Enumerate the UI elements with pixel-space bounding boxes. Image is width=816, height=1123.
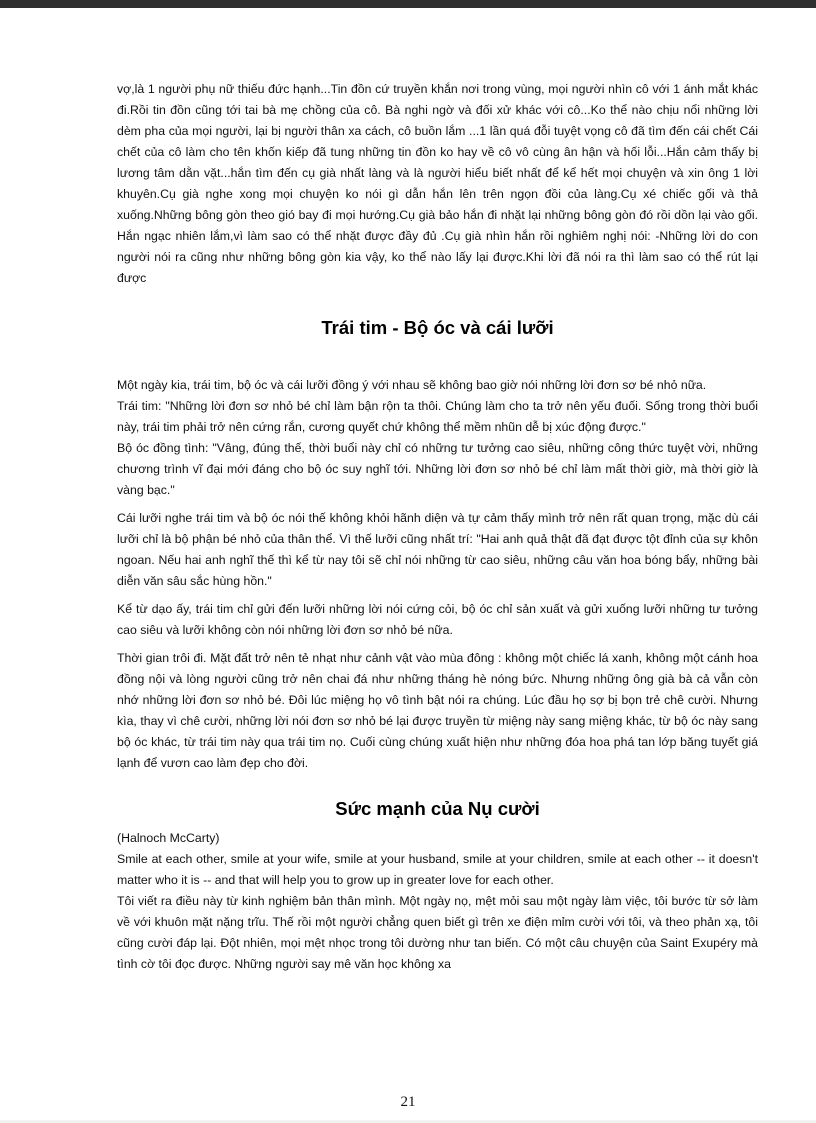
section2-quote: Smile at each other, smile at your wife, smile at your husband, smile at your children, smile at each other -- it doesn't matter who it is -- and that will help you to grow up in greater love for each other.: [117, 852, 758, 887]
section1-line-2: Trái tim: "Những lời đơn sơ nhỏ bé chỉ làm bận rộn ta thôi. Chúng làm cho ta trở nên yếu đuối. Sống trong thời buổi này, trái tim phải trở nên cứng rắn, cương quyết chứ không thể mềm nhũn dễ bị xúc động được.": [117, 399, 758, 434]
section1-paragraph-3: Thời gian trôi đi. Mặt đất trở nên tẻ nhạt như cảnh vật vào mùa đông : không một chiếc lá xanh, không một cánh hoa đồng nội và lòng người cũng trở nên chai đá như những tháng hè nóng bức. Nhưng những ông già bà cả vẫn còn nhớ những lời đơn sơ nhỏ bé. Đôi lúc miệng họ vô tình bật nói ra chúng. Lúc đầu họ sợ bị bọn trẻ chê cười. Nhưng kìa, thay vì chê cười, những lời nói đơn sơ nhỏ bé lại được truyền từ miệng này sang miệng khác, từ bộ óc này sang bộ óc khác, từ trái tim này qua trái tim nọ. Cuối cùng chúng xuất hiện như những đóa hoa phá tan lớp băng tuyết giá lạnh để vươn cao làm đẹp cho đời.: [117, 651, 758, 770]
section1-paragraph-2: Kể từ dạo ấy, trái tim chỉ gửi đến lưỡi những lời nói cứng cỏi, bộ óc chỉ sản xuất và gửi xuống lưỡi những tư tưởng cao siêu và lưỡi không còn nói những lời đơn sơ nhỏ bé nữa.: [117, 602, 758, 637]
page-top-border: [0, 0, 816, 8]
section1-line-1: Một ngày kia, trái tim, bộ óc và cái lưỡi đồng ý với nhau sẽ không bao giờ nói những lời đơn sơ bé nhỏ nữa.: [117, 378, 707, 392]
section-title-power-of-smile: Sức mạnh của Nụ cười: [335, 798, 540, 819]
section1-paragraph-1: Cái lưỡi nghe trái tim và bộ óc nói thế không khỏi hãnh diện và tự cảm thấy mình trở nên rất quan trọng, mặc dù cái lưỡi chỉ là bộ phận bé nhỏ của thân thể. Vì thế lưỡi cũng nhất trí: "Hai anh quả thật đã đạt được tột đỉnh của sự khôn ngoan. Nếu hai anh nghĩ thế thì kể từ nay tôi sẽ chỉ nói những từ cao siêu, những câu văn hoa bóng bẩy, những bài diễn văn sâu sắc hùng hồn.": [117, 511, 758, 588]
intro-paragraph: vợ,là 1 người phụ nữ thiếu đức hạnh...Tin đồn cứ truyền khắn nơi trong vùng, mọi người nhìn cô với 1 ánh mắt khác đi.Rồi tin đồn cũng tới tai bà mẹ chồng của cô. Bà nghi ngờ và đối xử khác với cô...Ko thể nào chịu nổi những lời dèm pha của mọi người, lại bị người thân xa cách, cô buồn lắm ...1 lần quá đỗi tuyệt vọng cô đã tìm đến cái chết Cái chết của cô làm cho tên khốn kiếp đã tung những tin đồn ko hay về cô vô cùng ân hận và hối lỗi...Hắn cảm thấy bị lương tâm dằn vặt...hắn tìm đến cụ già nhất làng và là người hiểu biết nhất để kể hết mọi chuyện và xin ông 1 lời khuyên.Cụ già nghe xong mọi chuyện ko nói gì dẫn hắn lên trên ngọn đồi của làng.Cụ xé chiếc gối và thả xuống.Những bông gòn theo gió bay đi mọi hướng.Cụ già bảo hắn đi nhặt lại những bông gòn đó rồi dồn lại vào gối. Hắn ngạc nhiên lắm,vì làm sao có thể nhặt được đầy đủ .Cụ già nhìn hắn rồi nghiêm nghị nói: -Những lời do con người nói ra cũng như những bông gòn kia vậy, ko thể nào lấy lại được.Khi lời đã nói ra thì làm sao có thể rút lại được: [117, 82, 758, 285]
page-number: 21: [400, 1094, 416, 1110]
section2-body: Tôi viết ra điều này từ kinh nghiệm bản thân mình. Một ngày nọ, mệt mỏi sau một ngày làm việc, tôi bước từ sở làm về với khuôn mặt nặng trĩu. Thế rồi một người chẳng quen biết gì trên xe điện mỉm cười với tôi, và theo phản xạ, tôi cũng cười đáp lại. Đột nhiên, mọi mệt nhọc trong tôi dường như tan biến. Có một câu chuyện của Saint Exupéry mà tình cờ tôi đọc được. Những người say mê văn học không xa: [117, 894, 758, 971]
section2-author: (Halnoch McCarty): [117, 831, 220, 845]
page-content: [117, 79, 758, 975]
section-title-heart-brain-tongue: Trái tim - Bộ óc và cái lưỡi: [321, 317, 554, 338]
section1-line-3: Bộ óc đồng tình: "Vâng, đúng thế, thời buổi này chỉ có những tư tưởng cao siêu, những công thức tuyệt vời, những chương trình vĩ đại mới đáng cho bộ óc suy nghĩ tới. Những lời đơn sơ nhỏ bé chỉ làm mất thời giờ, mà thời giờ là vàng bạc.": [117, 441, 758, 497]
